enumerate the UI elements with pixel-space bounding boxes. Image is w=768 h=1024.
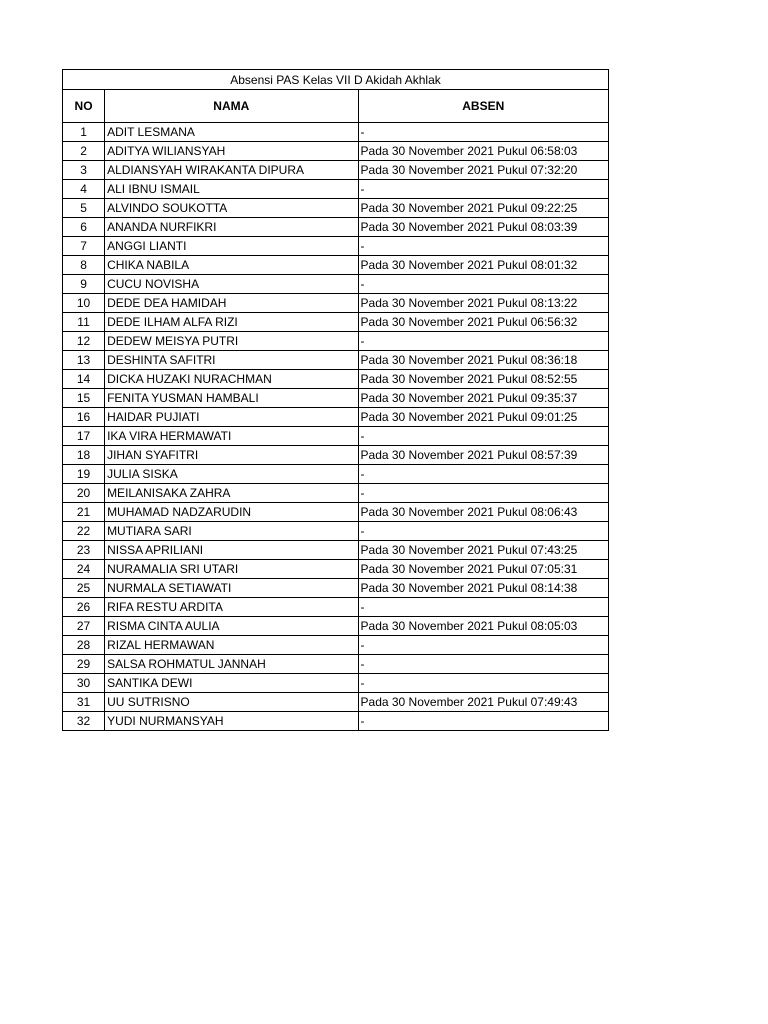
row-name-cell: FENITA YUSMAN HAMBALI bbox=[105, 389, 358, 408]
table-row bbox=[63, 598, 609, 617]
row-number-cell: 30 bbox=[63, 674, 105, 693]
table-row bbox=[63, 674, 609, 693]
row-name-cell: ADITYA WILIANSYAH bbox=[105, 142, 358, 161]
row-number-cell: 18 bbox=[63, 446, 105, 465]
row-name-cell: YUDI NURMANSYAH bbox=[105, 712, 358, 731]
row-attendance-cell: Pada 30 November 2021 Pukul 07:43:25 bbox=[358, 541, 608, 560]
row-attendance-cell: Pada 30 November 2021 Pukul 07:32:20 bbox=[358, 161, 608, 180]
row-number-cell: 11 bbox=[63, 313, 105, 332]
row-attendance-cell: - bbox=[358, 275, 608, 294]
row-number-cell: 16 bbox=[63, 408, 105, 427]
table-row bbox=[63, 484, 609, 503]
row-number-cell: 10 bbox=[63, 294, 105, 313]
row-name-cell: ADIT LESMANA bbox=[105, 123, 358, 142]
row-name-cell: SANTIKA DEWI bbox=[105, 674, 358, 693]
table-row bbox=[63, 712, 609, 731]
row-attendance-cell: - bbox=[358, 712, 608, 731]
row-attendance-cell: - bbox=[358, 465, 608, 484]
row-name-cell: CHIKA NABILA bbox=[105, 256, 358, 275]
row-number-cell: 9 bbox=[63, 275, 105, 294]
row-number-cell: 27 bbox=[63, 617, 105, 636]
table-body bbox=[63, 123, 609, 731]
row-attendance-cell: - bbox=[358, 332, 608, 351]
row-name-cell: NURAMALIA SRI UTARI bbox=[105, 560, 358, 579]
table-row bbox=[63, 693, 609, 712]
row-attendance-cell: Pada 30 November 2021 Pukul 09:01:25 bbox=[358, 408, 608, 427]
header-absen: ABSEN bbox=[358, 90, 608, 123]
header-no: NO bbox=[63, 90, 105, 123]
table-row bbox=[63, 503, 609, 522]
row-number-cell: 21 bbox=[63, 503, 105, 522]
row-attendance-cell: - bbox=[358, 180, 608, 199]
row-number-cell: 28 bbox=[63, 636, 105, 655]
row-name-cell: DICKA HUZAKI NURACHMAN bbox=[105, 370, 358, 389]
attendance-table bbox=[62, 69, 609, 731]
row-attendance-cell: Pada 30 November 2021 Pukul 08:01:32 bbox=[358, 256, 608, 275]
row-number-cell: 24 bbox=[63, 560, 105, 579]
row-name-cell: UU SUTRISNO bbox=[105, 693, 358, 712]
row-number-cell: 19 bbox=[63, 465, 105, 484]
row-name-cell: DESHINTA SAFITRI bbox=[105, 351, 358, 370]
table-row bbox=[63, 199, 609, 218]
row-number-cell: 4 bbox=[63, 180, 105, 199]
row-attendance-cell: Pada 30 November 2021 Pukul 07:05:31 bbox=[358, 560, 608, 579]
table-row bbox=[63, 180, 609, 199]
row-attendance-cell: - bbox=[358, 636, 608, 655]
row-attendance-cell: Pada 30 November 2021 Pukul 06:56:32 bbox=[358, 313, 608, 332]
row-name-cell: DEDEW MEISYA PUTRI bbox=[105, 332, 358, 351]
table-row bbox=[63, 313, 609, 332]
table-row bbox=[63, 560, 609, 579]
table-row bbox=[63, 123, 609, 142]
row-number-cell: 15 bbox=[63, 389, 105, 408]
row-attendance-cell: Pada 30 November 2021 Pukul 06:58:03 bbox=[358, 142, 608, 161]
row-attendance-cell: Pada 30 November 2021 Pukul 09:35:37 bbox=[358, 389, 608, 408]
table-row bbox=[63, 275, 609, 294]
row-attendance-cell: Pada 30 November 2021 Pukul 08:36:18 bbox=[358, 351, 608, 370]
table-row bbox=[63, 579, 609, 598]
table-row bbox=[63, 370, 609, 389]
row-name-cell: CUCU NOVISHA bbox=[105, 275, 358, 294]
row-name-cell: ALI IBNU ISMAIL bbox=[105, 180, 358, 199]
table-row bbox=[63, 446, 609, 465]
row-number-cell: 3 bbox=[63, 161, 105, 180]
row-name-cell: NISSA APRILIANI bbox=[105, 541, 358, 560]
header-nama: NAMA bbox=[105, 90, 358, 123]
row-attendance-cell: - bbox=[358, 484, 608, 503]
title-row bbox=[63, 70, 609, 90]
row-attendance-cell: Pada 30 November 2021 Pukul 08:03:39 bbox=[358, 218, 608, 237]
table-row bbox=[63, 256, 609, 275]
row-attendance-cell: - bbox=[358, 522, 608, 541]
table-row bbox=[63, 351, 609, 370]
table-row bbox=[63, 408, 609, 427]
row-name-cell: MUHAMAD NADZARUDIN bbox=[105, 503, 358, 522]
row-attendance-cell: Pada 30 November 2021 Pukul 09:22:25 bbox=[358, 199, 608, 218]
row-attendance-cell: Pada 30 November 2021 Pukul 07:49:43 bbox=[358, 693, 608, 712]
row-number-cell: 23 bbox=[63, 541, 105, 560]
row-number-cell: 20 bbox=[63, 484, 105, 503]
row-number-cell: 32 bbox=[63, 712, 105, 731]
row-number-cell: 12 bbox=[63, 332, 105, 351]
row-attendance-cell: - bbox=[358, 674, 608, 693]
row-number-cell: 26 bbox=[63, 598, 105, 617]
row-number-cell: 8 bbox=[63, 256, 105, 275]
table-row bbox=[63, 522, 609, 541]
row-name-cell: RIFA RESTU ARDITA bbox=[105, 598, 358, 617]
row-name-cell: SALSA ROHMATUL JANNAH bbox=[105, 655, 358, 674]
row-name-cell: JIHAN SYAFITRI bbox=[105, 446, 358, 465]
row-number-cell: 31 bbox=[63, 693, 105, 712]
table-row bbox=[63, 427, 609, 446]
row-name-cell: ALVINDO SOUKOTTA bbox=[105, 199, 358, 218]
attendance-sheet bbox=[62, 69, 609, 731]
table-row bbox=[63, 332, 609, 351]
row-name-cell: ANGGI LIANTI bbox=[105, 237, 358, 256]
row-number-cell: 17 bbox=[63, 427, 105, 446]
row-number-cell: 14 bbox=[63, 370, 105, 389]
row-name-cell: ANANDA NURFIKRI bbox=[105, 218, 358, 237]
row-number-cell: 2 bbox=[63, 142, 105, 161]
row-number-cell: 1 bbox=[63, 123, 105, 142]
row-name-cell: RIZAL HERMAWAN bbox=[105, 636, 358, 655]
row-attendance-cell: Pada 30 November 2021 Pukul 08:05:03 bbox=[358, 617, 608, 636]
row-name-cell: IKA VIRA HERMAWATI bbox=[105, 427, 358, 446]
row-attendance-cell: - bbox=[358, 123, 608, 142]
table-row bbox=[63, 617, 609, 636]
row-attendance-cell: Pada 30 November 2021 Pukul 08:13:22 bbox=[358, 294, 608, 313]
row-name-cell: MEILANISAKA ZAHRA bbox=[105, 484, 358, 503]
row-name-cell: NURMALA SETIAWATI bbox=[105, 579, 358, 598]
row-attendance-cell: Pada 30 November 2021 Pukul 08:52:55 bbox=[358, 370, 608, 389]
row-number-cell: 29 bbox=[63, 655, 105, 674]
row-attendance-cell: - bbox=[358, 427, 608, 446]
row-number-cell: 7 bbox=[63, 237, 105, 256]
table-row bbox=[63, 237, 609, 256]
row-number-cell: 22 bbox=[63, 522, 105, 541]
row-name-cell: JULIA SISKA bbox=[105, 465, 358, 484]
row-number-cell: 5 bbox=[63, 199, 105, 218]
table-row bbox=[63, 142, 609, 161]
header-row bbox=[63, 90, 609, 123]
row-attendance-cell: Pada 30 November 2021 Pukul 08:57:39 bbox=[358, 446, 608, 465]
row-attendance-cell: - bbox=[358, 237, 608, 256]
table-row bbox=[63, 636, 609, 655]
table-row bbox=[63, 161, 609, 180]
row-number-cell: 25 bbox=[63, 579, 105, 598]
row-name-cell: DEDE ILHAM ALFA RIZI bbox=[105, 313, 358, 332]
row-name-cell: MUTIARA SARI bbox=[105, 522, 358, 541]
table-title: Absensi PAS Kelas VII D Akidah Akhlak bbox=[63, 70, 609, 90]
row-attendance-cell: - bbox=[358, 655, 608, 674]
row-number-cell: 6 bbox=[63, 218, 105, 237]
row-name-cell: ALDIANSYAH WIRAKANTA DIPURA bbox=[105, 161, 358, 180]
table-row bbox=[63, 389, 609, 408]
row-name-cell: DEDE DEA HAMIDAH bbox=[105, 294, 358, 313]
row-number-cell: 13 bbox=[63, 351, 105, 370]
table-row bbox=[63, 218, 609, 237]
row-name-cell: RISMA CINTA AULIA bbox=[105, 617, 358, 636]
row-attendance-cell: - bbox=[358, 598, 608, 617]
table-row bbox=[63, 465, 609, 484]
row-attendance-cell: Pada 30 November 2021 Pukul 08:14:38 bbox=[358, 579, 608, 598]
row-attendance-cell: Pada 30 November 2021 Pukul 08:06:43 bbox=[358, 503, 608, 522]
table-row bbox=[63, 655, 609, 674]
table-row bbox=[63, 294, 609, 313]
row-name-cell: HAIDAR PUJIATI bbox=[105, 408, 358, 427]
table-row bbox=[63, 541, 609, 560]
